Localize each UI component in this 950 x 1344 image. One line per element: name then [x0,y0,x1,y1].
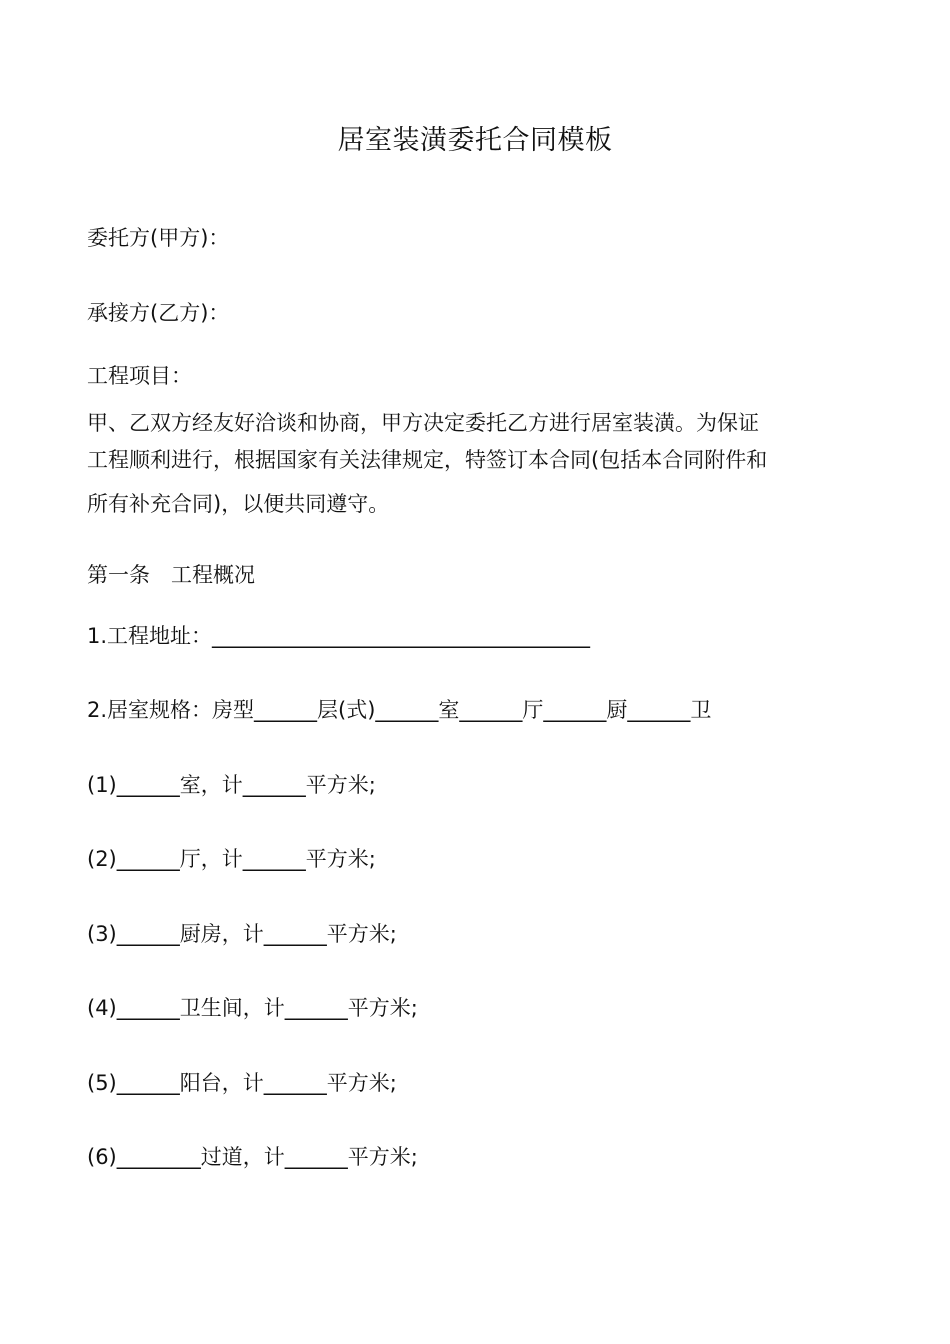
spec-item: 2.居室规格：房型______层(式)______室______厅______厨______卫 [87,698,712,722]
party-b-label: 承接方(乙方)： [87,301,230,325]
room-item: (3)______厨房，计______平方米; [87,922,397,946]
intro-line: 甲、乙双方经友好洽谈和协商，甲方决定委托乙方进行居室装潢。为保证 [87,411,759,435]
article-heading: 第一条 工程概况 [87,563,255,587]
intro-paragraph [87,408,867,526]
room-item: (2)______厅，计______平方米; [87,847,376,871]
intro-line: 所有补充合同)，以便共同遵守。 [87,492,390,516]
room-item: (4)______卫生间，计______平方米; [87,996,418,1020]
address-item: 1.工程地址：____________________________________ [87,624,591,648]
room-item: (5)______阳台，计______平方米; [87,1071,397,1095]
room-item: (1)______室，计______平方米; [87,773,376,797]
room-item: (6)________过道，计______平方米; [87,1145,418,1169]
party-a-label: 委托方(甲方)： [87,226,230,250]
intro-line: 工程顺利进行，根据国家有关法律规定，特签订本合同(包括本合同附件和 [87,448,768,472]
document-title: 居室装潢委托合同模板 [337,125,613,156]
project-label: 工程项目： [87,364,192,388]
